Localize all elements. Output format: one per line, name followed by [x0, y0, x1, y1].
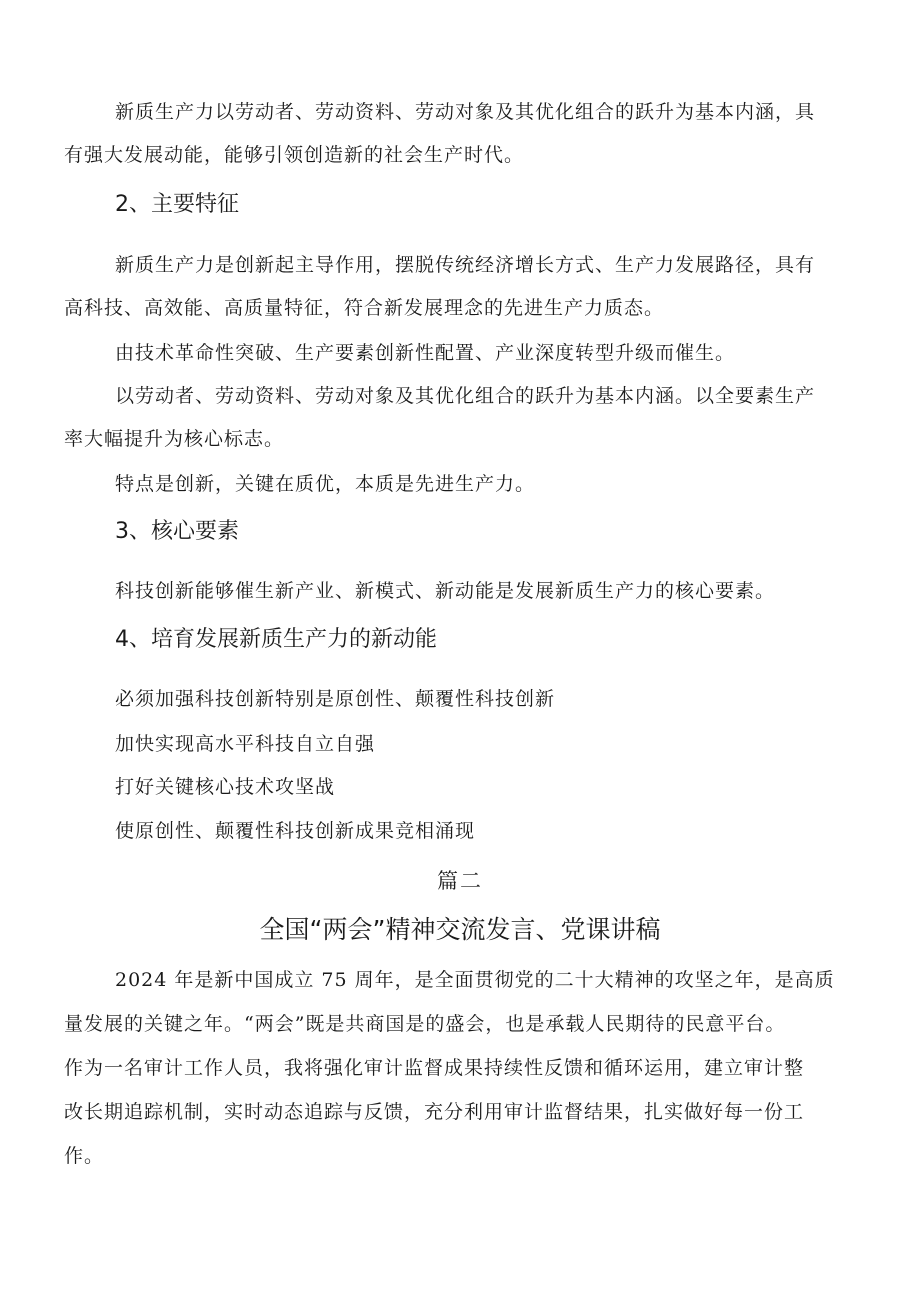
paragraph-origin: 由技术革命性突破、生产要素创新性配置、产业深度转型升级而催生。 [115, 342, 736, 364]
list-item: 加快实现高水平科技自立自强 [115, 733, 376, 755]
paragraph-features-line-1: 新质生产力是创新起主导作用，摆脱传统经济增长方式、生产力发展路径，具有 [115, 254, 816, 276]
paragraph-final-line-4: 改长期追踪机制，实时动态追踪与反馈，充分利用审计监督结果，扎实做好每一份工 [64, 1101, 805, 1123]
part-label: 篇二 [437, 869, 483, 893]
heading-core-elements: 3、核心要素 [115, 519, 239, 544]
paragraph-final-line-2: 量发展的关键之年。“两会”既是共商国是的盛会，也是承载人民期待的民意平台。 [64, 1013, 786, 1035]
list-item: 使原创性、颠覆性科技创新成果竞相涌现 [115, 820, 476, 842]
paragraph-final-line-3: 作为一名审计工作人员，我将强化审计监督成果持续性反馈和循环运用，建立审计整 [64, 1057, 805, 1079]
paragraph-connotation-line-1: 以劳动者、劳动资料、劳动对象及其优化组合的跃升为基本内涵。以全要素生产 [115, 385, 816, 407]
paragraph-core-elements: 科技创新能够催生新产业、新模式、新动能是发展新质生产力的核心要素。 [115, 580, 776, 602]
paragraph-final-line-1: 2024 年是新中国成立 75 周年，是全面贯彻党的二十大精神的攻坚之年，是高质 [115, 969, 835, 991]
heading-new-momentum: 4、培育发展新质生产力的新动能 [115, 627, 437, 652]
list-item: 打好关键核心技术攻坚战 [115, 776, 336, 798]
paragraph-intro-line-1: 新质生产力以劳动者、劳动资料、劳动对象及其优化组合的跃升为基本内涵，具 [115, 101, 816, 123]
heading-main-features: 2、主要特征 [115, 192, 239, 217]
list-item: 必须加强科技创新特别是原创性、颠覆性科技创新 [115, 688, 556, 710]
paragraph-characteristics: 特点是创新，关键在质优，本质是先进生产力。 [115, 473, 536, 495]
paragraph-connotation-line-2: 率大幅提升为核心标志。 [64, 428, 285, 450]
paragraph-final-line-5: 作。 [64, 1145, 105, 1167]
paragraph-intro-line-2: 有强大发展动能，能够引领创造新的社会生产时代。 [64, 144, 525, 166]
section-title: 全国“两会”精神交流发言、党课讲稿 [259, 915, 661, 944]
paragraph-features-line-2: 高科技、高效能、高质量特征，符合新发展理念的先进生产力质态。 [64, 297, 665, 319]
